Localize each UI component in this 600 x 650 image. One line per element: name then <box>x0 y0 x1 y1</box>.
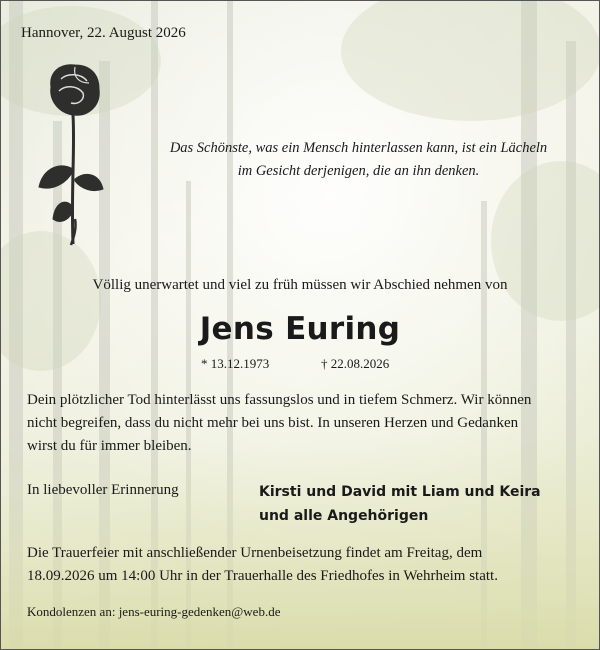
intro-text: Völlig unerwartet und viel zu früh müssen wir Abschied nehmen von <box>92 277 508 293</box>
ceremony-line: 18.09.2026 um 14:00 Uhr in der Trauerhalle des Friedhofes in Wehrheim statt. <box>27 568 498 584</box>
deceased-name: Jens Euring <box>199 311 401 347</box>
message-line: Dein plötzlicher Tod hinterlässt uns fassungslos und in tiefem Schmerz. Wir können <box>27 392 532 408</box>
rose-icon <box>31 59 121 254</box>
condolences-contact: Kondolenzen an: jens-euring-gedenken@web.de <box>27 604 281 619</box>
message-line: wirst du für immer bleiben. <box>27 438 192 454</box>
ceremony-line: Die Trauerfeier mit anschließender Urnenbeisetzung findet am Freitag, dem <box>27 545 483 561</box>
signature-label: In liebevoller Erinnerung <box>27 482 179 498</box>
death-date: † 22.08.2026 <box>321 356 390 371</box>
quote-line: im Gesicht derjenigen, die an ihn denken. <box>237 163 480 179</box>
memorial-quote <box>131 137 586 183</box>
mourning-message <box>27 389 567 458</box>
message-line: nicht begreifen, dass du nicht mehr bei uns bist. In unseren Herzen und Gedanken <box>27 415 519 431</box>
birth-date: * 13.12.1973 <box>201 356 270 371</box>
family-names <box>259 480 541 528</box>
place-date: Hannover, 22. August 2026 <box>21 25 186 41</box>
family-line: und alle Angehörigen <box>259 508 429 524</box>
ceremony-info <box>27 542 587 588</box>
family-line: Kirsti und David mit Liam und Keira <box>259 484 541 500</box>
quote-line: Das Schönste, was ein Mensch hinterlassen kann, ist ein Lächeln <box>169 140 548 156</box>
